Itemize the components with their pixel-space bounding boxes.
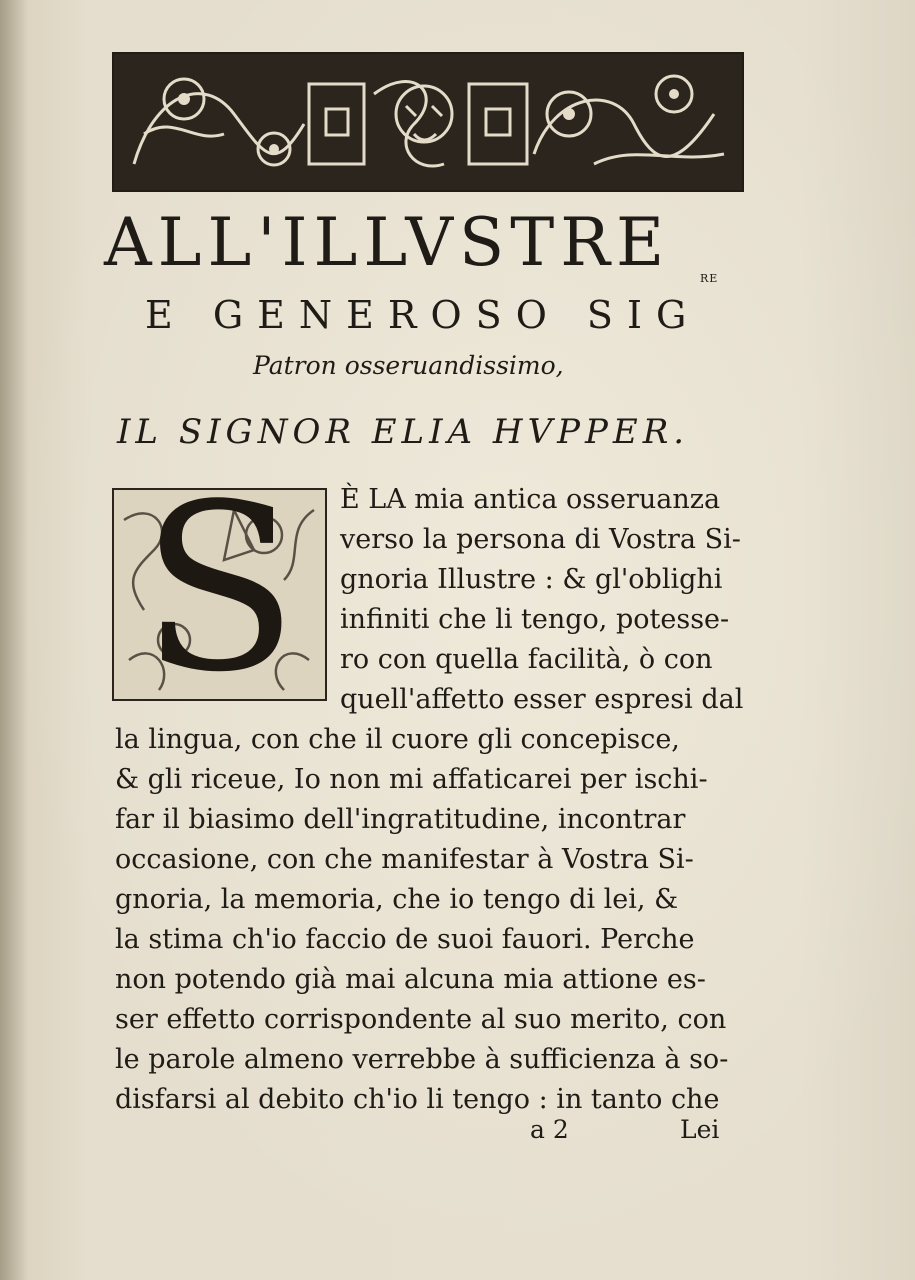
body-line: far il biasimo dell'ingratitudine, incontrar — [115, 804, 686, 835]
body-line: gnoria Illustre : & gl'oblighi — [340, 564, 723, 595]
catchword: Lei — [680, 1115, 720, 1144]
body-line: gnoria, la memoria, che io tengo di lei, & — [115, 884, 679, 915]
dedication-title-line3: Patron osseruandissimo, — [253, 351, 564, 380]
body-line: ser effetto corrispondente al suo merito, con — [115, 1004, 727, 1035]
initial-letter: S — [140, 488, 299, 701]
dedication-title-line4: IL SIGNOR ELIA HVPPER. — [117, 412, 690, 452]
signature-mark: a 2 — [530, 1115, 569, 1144]
body-line: le parole almeno verrebbe à sufficienza à so- — [115, 1044, 729, 1075]
body-line: la lingua, con che il cuore gli concepisce, — [115, 724, 680, 755]
body-line: quell'affetto esser espresi dal — [340, 684, 744, 715]
body-line: & gli riceue, Io non mi affaticarei per ischi- — [115, 764, 708, 795]
woodcut-headpiece — [112, 52, 744, 192]
dedication-title-line2: E GENEROSO SIG — [145, 293, 701, 337]
body-line: disfarsi al debito ch'io li tengo : in tanto che — [115, 1084, 720, 1115]
decorated-initial — [112, 488, 327, 701]
body-line: non potendo già mai alcuna mia attione es- — [115, 964, 706, 995]
ornament-icon — [114, 54, 742, 190]
body-line: infiniti che li tengo, potesse- — [340, 604, 730, 635]
dedication-title-superscript: RE — [700, 272, 719, 285]
body-line: la stima ch'io faccio de suoi fauori. Perche — [115, 924, 695, 955]
body-line: verso la persona di Vostra Si- — [340, 524, 741, 555]
body-line: occasione, con che manifestar à Vostra Si- — [115, 844, 694, 875]
dedication-title-line1: ALL'ILLVSTRE — [104, 204, 671, 281]
body-line: È LA mia antica osseruanza — [340, 484, 721, 515]
body-line: ro con quella facilità, ò con — [340, 644, 713, 675]
gutter-shadow — [0, 0, 28, 1280]
